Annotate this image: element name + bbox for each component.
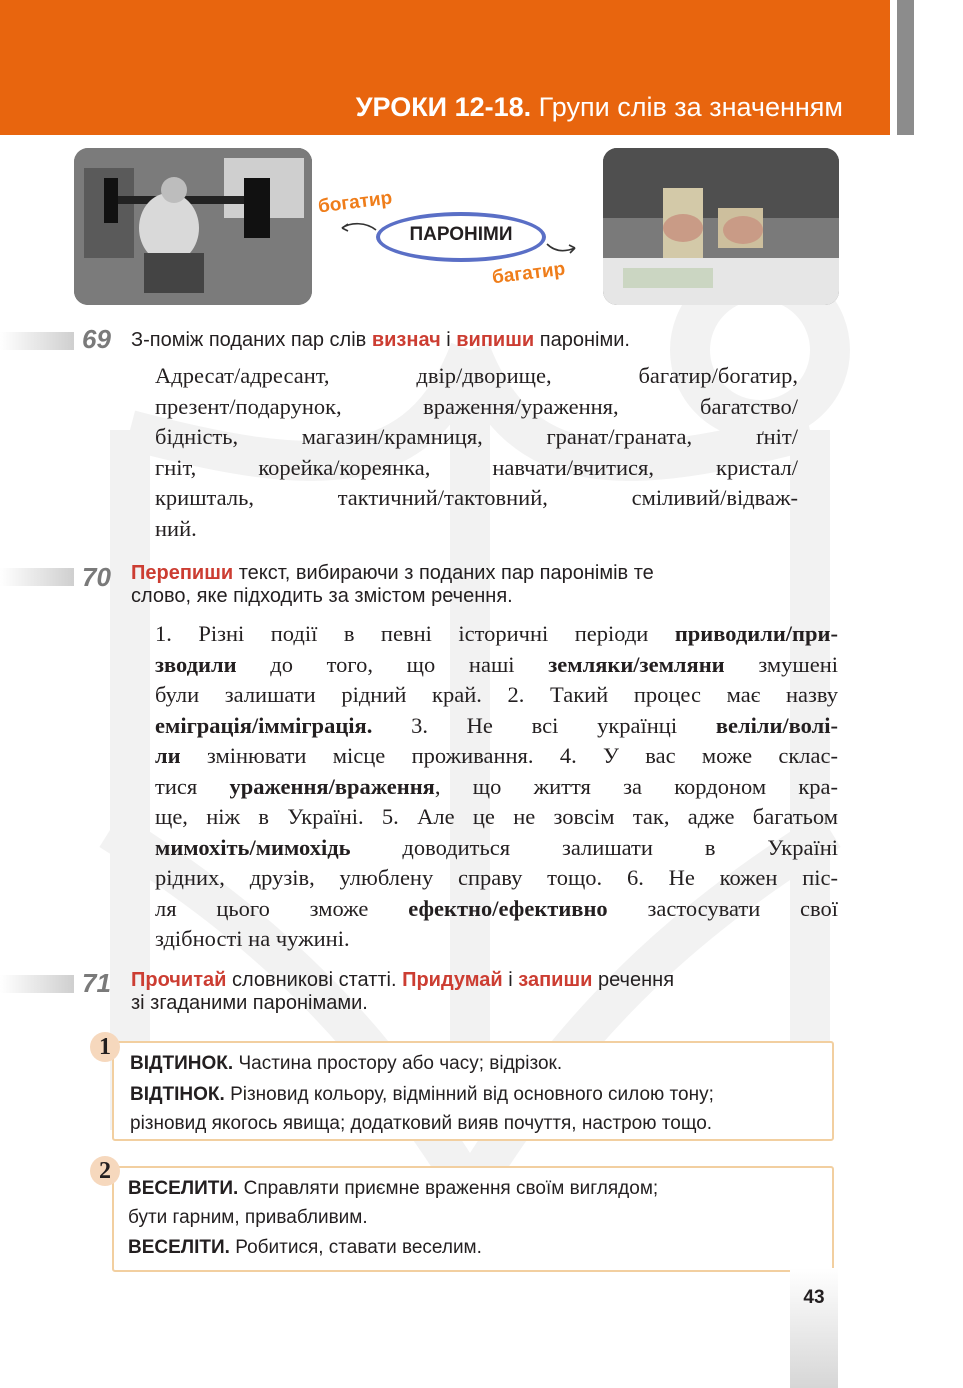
text-line <box>155 833 838 864</box>
text-line <box>155 650 838 681</box>
text-run: 1. Різні події в певні історичні періоди <box>155 621 675 646</box>
paronym-pair: мимохіть/мимохідь <box>155 834 351 860</box>
text-line: Адресат/адресант, двір/дворище, багатир/богатир, <box>155 363 798 388</box>
exercise-69-task <box>131 329 630 352</box>
text-run: тися <box>155 773 230 799</box>
arrow-left-icon <box>336 218 381 240</box>
entry-definition: різновид якогось явища; додатковий вияв почуття, настрою тощо. <box>130 1113 713 1134</box>
entry-definition: Різновид кольору, відмінний від основного силою тону; <box>224 1084 714 1105</box>
entry-definition: бути гарним, привабливим. <box>128 1207 368 1228</box>
exercise-70-text <box>155 619 838 955</box>
entry-1-badge: 1 <box>90 1032 120 1062</box>
entry-line <box>128 1178 658 1200</box>
task-verb: запиши <box>518 969 593 991</box>
exercise-70-number: 70 <box>82 562 111 592</box>
page-number-strip <box>790 1268 838 1388</box>
entry-headword: ВІДТИНОК. <box>130 1053 234 1074</box>
task-verb: Перепиши <box>131 562 234 584</box>
exercise-70-task <box>131 562 654 608</box>
word-bogatyr: богатир <box>316 187 394 218</box>
paronym-pair: ураження/враження <box>229 773 435 799</box>
paronym-pair: зводили <box>155 651 237 677</box>
entry-headword: ВІДТІНОК. <box>130 1084 225 1105</box>
paronym-pair: ефектно/ефективно <box>408 895 608 921</box>
task-text: З-поміж поданих пар слів <box>131 329 372 351</box>
entry-definition: Справляти приємне враження своїм виглядом; <box>238 1178 659 1199</box>
task-verb: Придумай <box>402 969 503 991</box>
entry-line <box>128 1207 368 1229</box>
task-text: речення <box>592 969 675 991</box>
task-verb: визнач <box>371 329 441 351</box>
task-text: і <box>502 969 519 991</box>
paronym-pair: веліли/волі- <box>715 712 838 738</box>
text-run: доводиться залишати в Україні <box>350 834 838 860</box>
exercise-71-bar <box>0 975 74 993</box>
entry-headword: ВЕСЕЛІТИ. <box>128 1237 230 1258</box>
text-run: , що життя за кордоном кра- <box>434 773 838 799</box>
text-line: презент/подарунок, враження/ураження, багатство/ <box>155 393 798 419</box>
text-run: ля цього зможе <box>155 895 409 921</box>
text-run: змінювати місце проживання. 4. У вас може склас- <box>180 743 838 768</box>
money-photo <box>603 148 839 305</box>
exercise-69-bar <box>0 332 74 350</box>
text-line: бідність, магазин/крамниця, гранат/граната, ґніт/ <box>155 424 798 449</box>
text-line <box>155 924 838 955</box>
text-line <box>155 772 838 803</box>
task-text: текст, вибираючи з поданих пар паронімів те <box>233 562 654 584</box>
task-text: і <box>440 329 457 351</box>
word-bagatyr: багатир <box>490 258 567 289</box>
task-verb: випиши <box>456 329 535 351</box>
text-line: гніт, корейка/кореянка, навчати/вчитися, кристал/ <box>155 454 798 480</box>
header-side-bar <box>897 0 914 135</box>
entry-line <box>128 1237 482 1259</box>
task-verb: Прочитай <box>131 969 227 991</box>
exercise-71-number: 71 <box>82 968 111 998</box>
entry-line <box>130 1113 712 1135</box>
text-run: 3. Не всі українці <box>372 712 716 738</box>
exercise-70-bar <box>0 568 74 586</box>
text-run: до того, що наші <box>236 651 549 677</box>
entry-line <box>130 1084 714 1106</box>
task-text: пароніми. <box>534 329 630 351</box>
arrow-right-icon <box>545 238 579 258</box>
text-run: застосувати свої <box>607 895 838 921</box>
paronym-pair: приводили/при- <box>674 621 838 646</box>
paronyms-label: ПАРОНІМИ <box>409 224 513 245</box>
page-title <box>356 92 843 123</box>
exercise-69-number: 69 <box>82 324 111 354</box>
weightlifter-photo <box>74 148 312 305</box>
paronym-pair: еміграція/імміграція. <box>155 712 373 738</box>
paronym-pair: земляки/земляни <box>548 651 725 677</box>
exercise-69-words <box>155 361 798 544</box>
entry-2-badge: 2 <box>90 1156 120 1186</box>
topic-label: Групи слів за значенням <box>538 92 843 122</box>
entry-definition: Робитися, ставати веселим. <box>229 1237 482 1258</box>
text-line <box>155 894 838 925</box>
text-line <box>155 863 838 894</box>
text-line: кришталь, тактичний/тактовний, сміливий/відваж- <box>155 485 798 510</box>
lessons-label: УРОКИ 12-18. <box>355 92 532 122</box>
task-text: слово, яке підходить за змістом речення. <box>131 585 513 607</box>
text-run: були залишати рідний край. 2. Такий процес має назву <box>155 682 838 707</box>
text-line <box>155 741 838 772</box>
exercise-71-task <box>131 969 674 1015</box>
text-line <box>155 802 838 833</box>
text-run: змушені <box>724 651 838 677</box>
text-line <box>155 619 838 650</box>
entry-headword: ВЕСЕЛИТИ. <box>128 1178 239 1199</box>
page-number: 43 <box>803 1287 825 1308</box>
task-text: словникові статті. <box>226 969 403 991</box>
paronym-pair: ли <box>155 743 181 768</box>
text-line <box>155 680 838 711</box>
entry-line <box>130 1053 562 1075</box>
text-line: ний. <box>155 515 197 541</box>
entry-definition: Частина простору або часу; відрізок. <box>233 1053 563 1074</box>
text-run: рідних, друзів, улюблену справу тощо. 6. Не кожен піс- <box>155 865 838 890</box>
text-line <box>155 711 838 742</box>
text-run: ще, ніж в Україні. 5. Але це не зовсім так, адже багатьом <box>155 804 838 829</box>
text-run: здібності на чужині. <box>155 926 350 951</box>
task-text: зі згаданими паронімами. <box>131 992 368 1014</box>
